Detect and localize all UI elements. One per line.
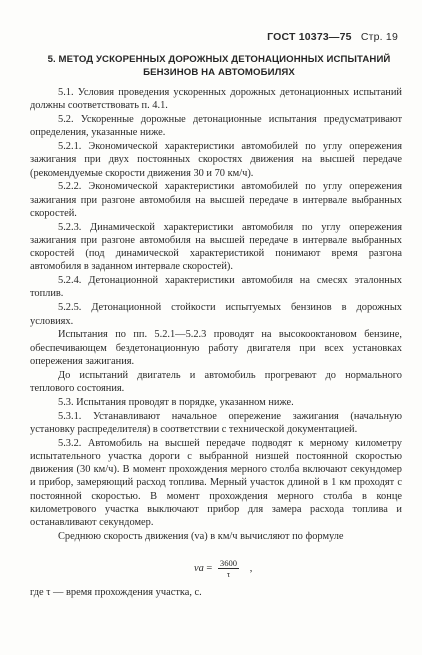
- formula-fraction: [218, 558, 239, 579]
- section-title: 5. МЕТОД УСКОРЕННЫХ ДОРОЖНЫХ ДЕТОНАЦИОННЫХ ИСПЫТАНИЙ БЕНЗИНОВ НА АВТОМОБИЛЯХ: [47, 54, 391, 78]
- formula-denominator: τ: [226, 569, 231, 579]
- standard-number: ГОСТ 10373—75: [267, 31, 352, 43]
- paragraph: 5.2.5. Детонационной стойкости испытуемых бензинов в дорожных условиях.: [30, 302, 402, 327]
- formula-comma: ,: [249, 562, 253, 574]
- formula-explanation: где τ — время прохождения участка, с.: [30, 587, 202, 598]
- paragraph: 5.3.2. Автомобиль на высшей передаче подводят к мерному километру испытательного участка дороги с выбранной низшей постоянной скоростью движения (30 км/ч). В момент прохождения мерного столба включают секундомер и прибор, замеряющий расход топлива. Мерный участок длиной в 1 км проходят с постоянной скоростью. В момент прохождения мерного столба в конце километрового участка выключают прибор для замера расхода топлива и останавливают секундомер.: [30, 437, 402, 529]
- paragraph: 5.2.1. Экономической характеристики автомобилей по углу опережения зажигания при двух постоянных скоростях движения на высшей передаче (рекомендуемые скорости движения 30 и 70 км/ч).: [30, 141, 402, 179]
- paragraph: 5.2. Ускоренные дорожные детонационные испытания предусматривают определения, указанные ниже.: [30, 114, 402, 139]
- paragraph: Испытания по пп. 5.2.1—5.2.3 проводят на высокооктановом бензине, обеспечивающем бездетонационную работу двигателя при всех установках опережения зажигания.: [30, 329, 402, 367]
- paragraph: 5.3. Испытания проводят в порядке, указанном ниже.: [58, 396, 294, 408]
- paragraph: 5.1. Условия проведения ускоренных дорожных детонационных испытаний должны соответствовать п. 4.1.: [30, 87, 402, 112]
- page-header: [267, 31, 398, 43]
- formula-numerator: 3600: [219, 558, 238, 568]
- paragraph: 5.2.3. Динамической характеристики автомобиля по углу опережения зажигания при разгоне автомобиля на высшей передаче в интервале выбранных скоростей (под динамической характеристикой понимают время разгона автомобиля в заданном интервале скоростей).: [30, 221, 402, 273]
- speed-formula: [194, 558, 252, 579]
- formula-equals: =: [206, 562, 213, 574]
- paragraph: 5.2.2. Экономической характеристики автомобилей по углу опережения зажигания при разгоне автомобиля на высшей передаче в интервале выбранных скоростей.: [30, 181, 402, 219]
- body-text: [30, 86, 402, 544]
- paragraph: 5.3.1. Устанавливают начальное опережение зажигания (начальную установку распределителя) в соответствии с технической документацией.: [30, 410, 402, 435]
- formula-lhs: vа: [194, 562, 204, 574]
- paragraph: 5.2.4. Детонационной характеристики автомобиля на смесях эталонных топлив.: [30, 275, 402, 300]
- paragraph: Среднюю скорость движения (vа) в км/ч вычисляют по формуле: [58, 530, 344, 542]
- page-number: Стр. 19: [360, 31, 398, 43]
- paragraph: До испытаний двигатель и автомобиль прогревают до нормального теплового состояния.: [30, 369, 402, 394]
